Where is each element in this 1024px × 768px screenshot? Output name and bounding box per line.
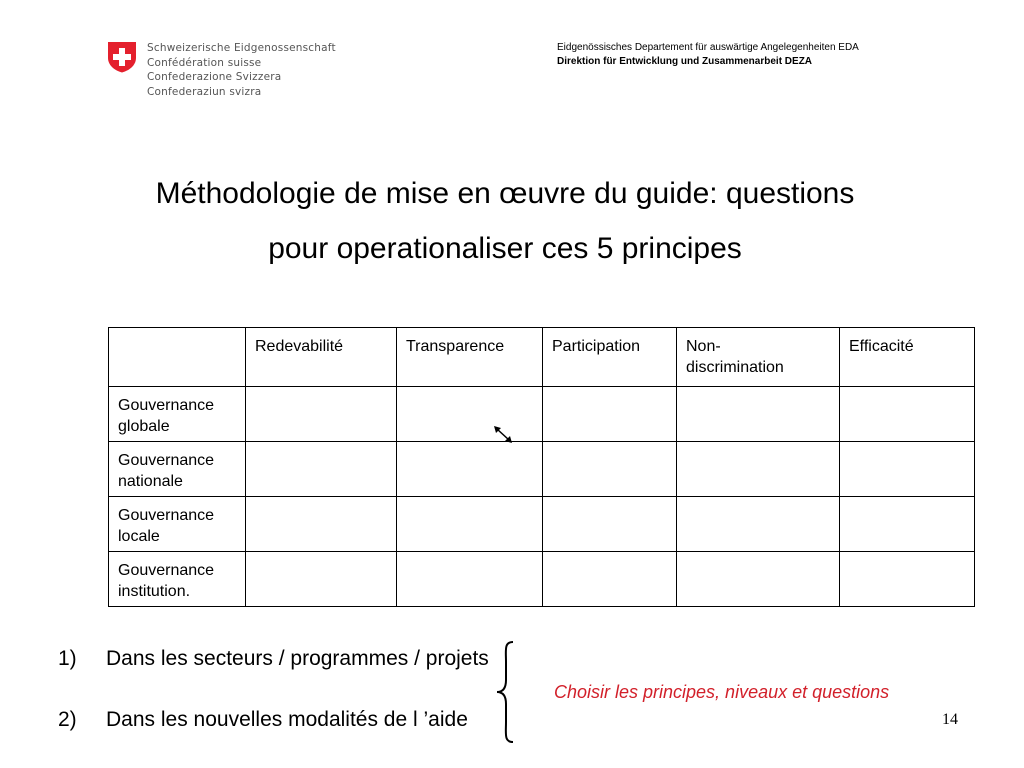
table-cell (677, 387, 840, 442)
table-cell (397, 552, 543, 607)
table-cell (840, 387, 975, 442)
table-cell (840, 497, 975, 552)
slide-title-line-2: pour operationaliser ces 5 principes (268, 232, 742, 265)
header-nondiscrimination-line1: Non- (686, 338, 721, 355)
list-item-number: 1) (58, 647, 77, 670)
table-cell (246, 387, 397, 442)
table-cell (397, 387, 543, 442)
table-header-cell: Redevabilité (246, 328, 397, 387)
table-header-cell (109, 328, 246, 387)
table-row (109, 552, 975, 607)
table-header-row (109, 328, 975, 387)
table-cell (543, 387, 677, 442)
table-cell (246, 442, 397, 497)
principles-table (108, 327, 975, 607)
table-cell (840, 442, 975, 497)
header-nondiscrimination-line2: discrimination (686, 359, 784, 376)
table-header-cell: Transparence (397, 328, 543, 387)
swiss-cross-icon (106, 41, 138, 73)
org-name-it: Confederazione Svizzera (147, 71, 282, 83)
table-cell (677, 497, 840, 552)
list-item-text: Dans les nouvelles modalités de l ’aide (106, 708, 468, 731)
curly-brace-icon (494, 640, 518, 744)
instruction-note: Choisir les principes, niveaux et questions (554, 682, 890, 702)
organization-names (147, 41, 336, 99)
org-name-fr: Confédération suisse (147, 56, 262, 69)
list-item-number: 2) (58, 708, 77, 731)
table-cell (677, 442, 840, 497)
table-cell (840, 552, 975, 607)
table-row-label: Gouvernance locale (109, 497, 246, 552)
table-header-cell: Efficacité (840, 328, 975, 387)
page-number: 14 (942, 711, 958, 728)
department-name: Eidgenössisches Departement für auswärtige Angelegenheiten EDA (557, 42, 859, 53)
list-item (58, 647, 489, 671)
table-cell (543, 497, 677, 552)
table-header-cell (677, 328, 840, 387)
list-item (58, 708, 468, 732)
table-cell (397, 497, 543, 552)
department-header (557, 41, 859, 68)
table-row-label: Gouvernance globale (109, 387, 246, 442)
table-cell (246, 497, 397, 552)
resize-cursor-icon (493, 426, 513, 444)
table-row-label: Gouvernance institution. (109, 552, 246, 607)
table-row (109, 442, 975, 497)
slide-title (0, 166, 1010, 276)
table-row (109, 387, 975, 442)
table-row (109, 497, 975, 552)
table-header-cell: Participation (543, 328, 677, 387)
org-name-de: Schweizerische Eidgenossenschaft (147, 42, 336, 54)
org-name-rm: Confederaziun svizra (147, 85, 262, 98)
table-cell (397, 442, 543, 497)
slide-title-line-1: Méthodologie de mise en œuvre du guide: questions (155, 177, 855, 210)
table-cell (677, 552, 840, 607)
table-row-label: Gouvernance nationale (109, 442, 246, 497)
list-item-text: Dans les secteurs / programmes / projets (106, 647, 489, 670)
table-cell (543, 552, 677, 607)
table-cell (543, 442, 677, 497)
directorate-name: Direktion für Entwicklung und Zusammenarbeit DEZA (557, 55, 813, 67)
table-cell (246, 552, 397, 607)
